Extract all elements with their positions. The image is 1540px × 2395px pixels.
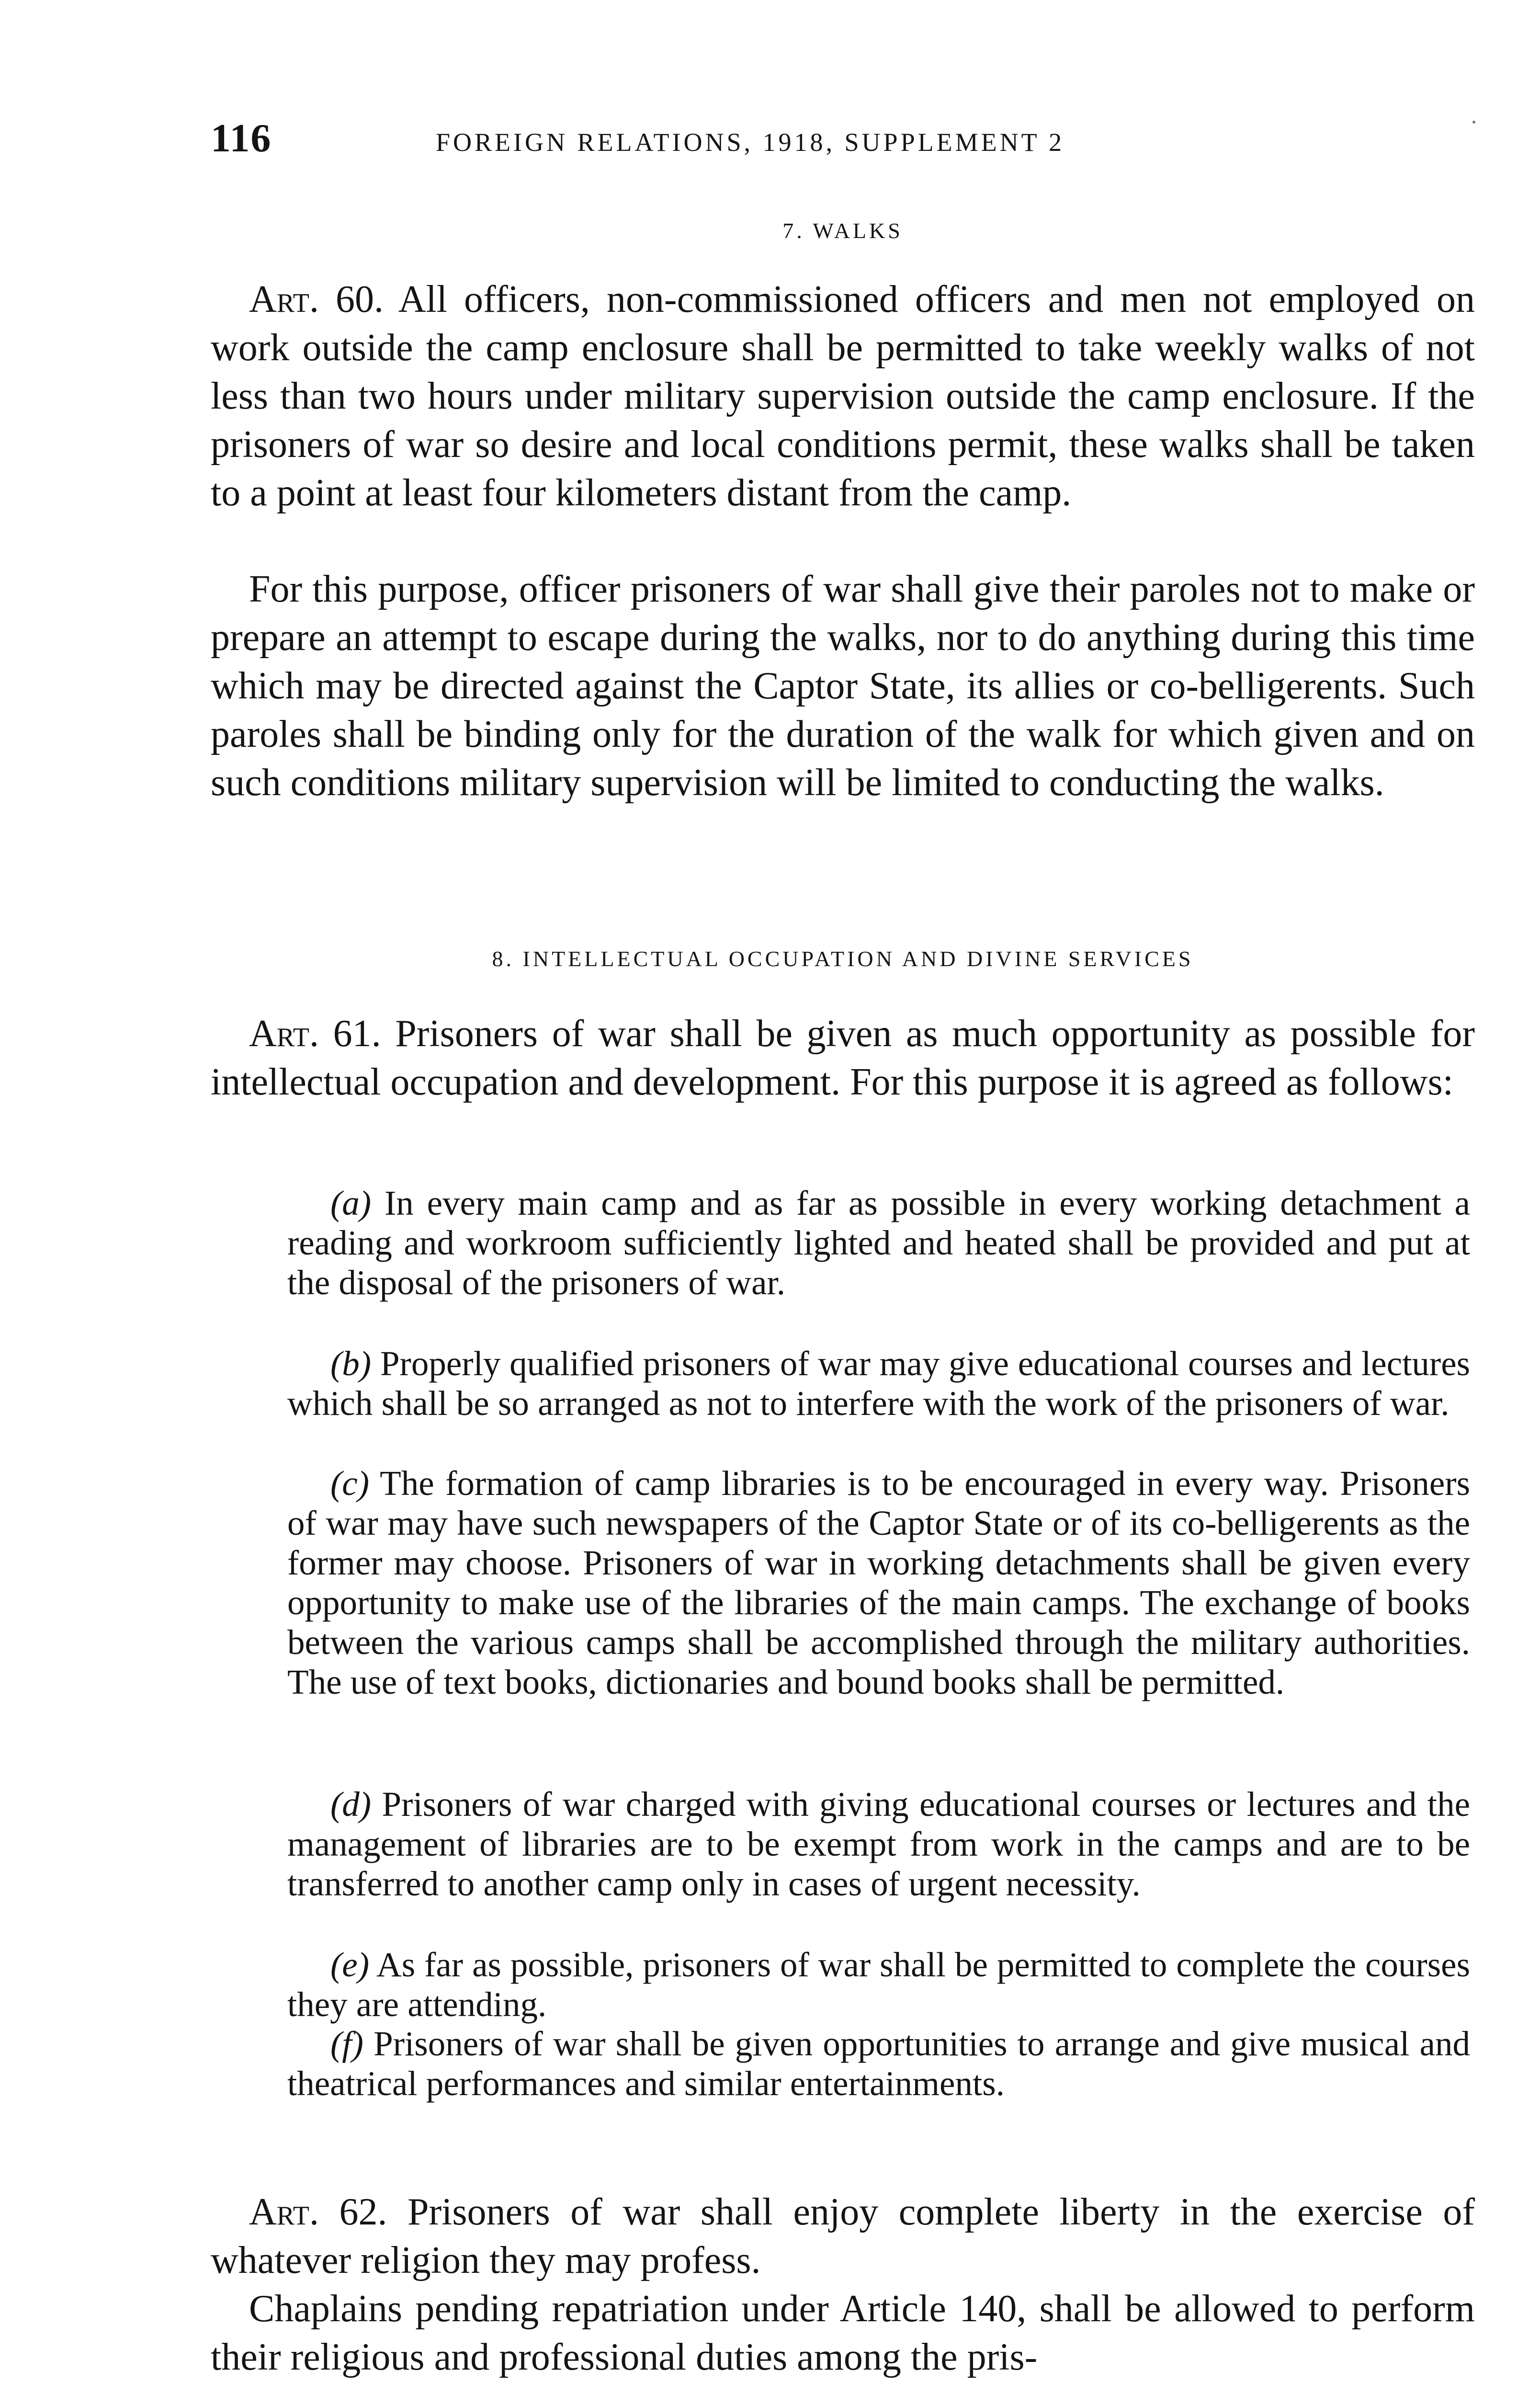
- article-61-paragraph: [211, 1010, 1475, 1106]
- article-60-paragraph: [211, 275, 1475, 517]
- subitem-text: Properly qualified prisoners of war may give educational courses and lectures which shall be so arranged as not to interfere with the work of the prisoners of war.: [287, 1344, 1470, 1423]
- subitem-d: [287, 1784, 1470, 1904]
- subitem-label: (e): [330, 1945, 370, 1984]
- subitem-label: (f): [330, 2024, 363, 2063]
- section-heading-walks: 7. WALKS: [782, 218, 903, 243]
- subitem-a: [287, 1183, 1470, 1302]
- subitem-label: (c): [330, 1464, 370, 1503]
- subitem-e: [287, 1945, 1470, 2024]
- subitem-c: [287, 1463, 1470, 1702]
- article-62-paragraph: [211, 2188, 1475, 2285]
- article-label: Art. 61.: [249, 1013, 381, 1055]
- section-heading-intellectual-occupation: 8. INTELLECTUAL OCCUPATION AND DIVINE SERVICES: [492, 947, 1194, 971]
- subitem-text: Prisoners of war charged with giving educational courses or lectures and the management of libraries are to be exempt from work in the camps and are to be transferred to another camp only in cases of urgent necessity.: [287, 1785, 1470, 1903]
- running-title: FOREIGN RELATIONS, 1918, SUPPLEMENT 2: [436, 128, 1065, 157]
- paragraph-text: Chaplains pending repatriation under Article 140, shall be allowed to perform their religious and professional duties among the pris-: [211, 2288, 1475, 2378]
- subitem-f: [287, 2024, 1470, 2103]
- subitem-text: Prisoners of war shall be given opportunities to arrange and give musical and theatrical performances and similar entertainments.: [287, 2024, 1470, 2103]
- article-label: Art. 62.: [249, 2191, 387, 2233]
- page-header: [211, 115, 1279, 168]
- subitem-label: (b): [330, 1344, 372, 1383]
- paragraph-text: All officers, non-commissioned officers and men not employed on work outside the camp enclosure shall be permitted to take weekly walks of not less than two hours under military supervision outside the camp enclosure. If the prisoners of war so desire and local conditions permit, these walks shall be taken to a point at least four kilometers distant from the camp.: [211, 278, 1475, 514]
- subitem-label: (d): [330, 1785, 372, 1824]
- walks-parole-paragraph: [211, 565, 1475, 807]
- paragraph-text: Prisoners of war shall be given as much opportunity as possible for intellectual occupation and development. For this purpose it is agreed as follows:: [211, 1013, 1475, 1103]
- subitem-b: [287, 1344, 1470, 1423]
- subitem-text: As far as possible, prisoners of war shall be permitted to complete the courses they are attending.: [287, 1945, 1470, 2024]
- paragraph-text: Prisoners of war shall enjoy complete liberty in the exercise of whatever religion they may profess.: [211, 2191, 1475, 2281]
- paragraph-text: For this purpose, officer prisoners of war shall give their paroles not to make or prepare an attempt to escape during the walks, nor to do anything during this time which may be directed against the Captor State, its allies or co-belligerents. Such paroles shall be binding only for the duration of the walk for which given and on such conditions military supervision will be limited to conducting the walks.: [211, 568, 1475, 804]
- page-number: 116: [211, 116, 272, 160]
- article-label: Art. 60.: [249, 278, 384, 320]
- subitem-text: The formation of camp libraries is to be encouraged in every way. Prisoners of war may have such newspapers of the Captor State or of its co-belligerents as the former may choose. Prisoners of war in working detachments shall be given every opportunity to make use of the libraries of the main camps. The exchange of books between the various camps shall be accomplished through the military authorities. The use of text books, dictionaries and bound books shall be permitted.: [287, 1464, 1470, 1701]
- subitem-text: In every main camp and as far as possible in every working detachment a reading and workroom sufficiently lighted and heated shall be provided and put at the disposal of the prisoners of war.: [287, 1184, 1470, 1302]
- subitem-label: (a): [330, 1184, 372, 1222]
- chaplains-paragraph: [211, 2285, 1475, 2382]
- scan-speck: [1472, 121, 1475, 124]
